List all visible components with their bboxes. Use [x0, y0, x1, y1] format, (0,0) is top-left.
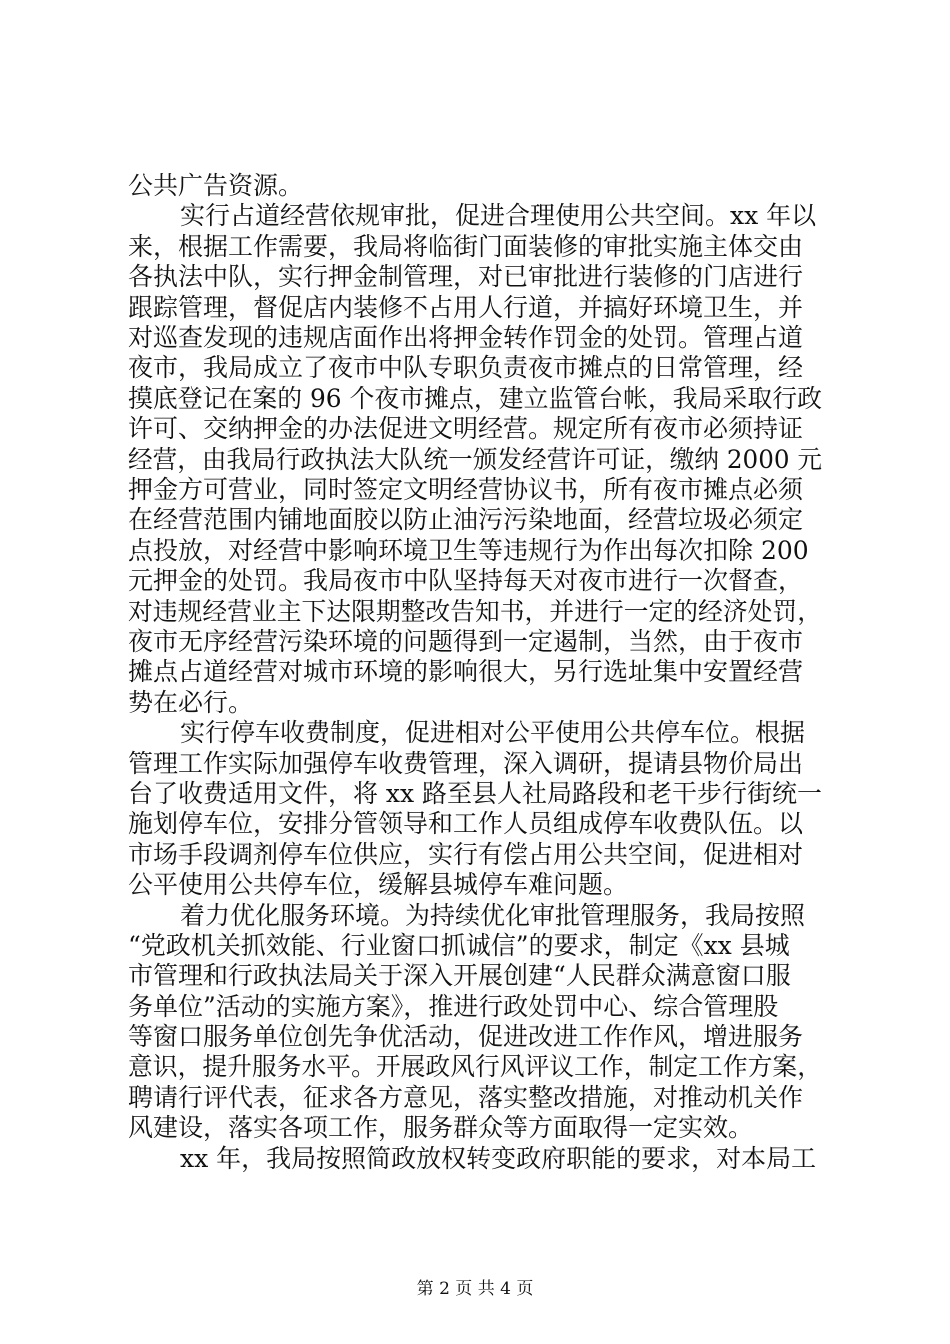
line-text: 元押金的处罚。我局夜市中队坚持每天对夜市进行一次督查，	[128, 566, 804, 596]
line-text: xx 年，我局按照简政放权转变政府职能的要求，对本局工	[180, 1143, 817, 1173]
line-text: 对违规经营业主下达限期整改告知书，并进行一定的经济处罚，	[128, 596, 822, 626]
line-text: 管理工作实际加强停车收费管理，深入调研，提请县物价局出	[128, 748, 804, 778]
line-text: 摊点占道经营对城市环境的影响很大，另行选址集中安置经营	[128, 657, 804, 687]
line-text: 公共广告资源。	[128, 171, 304, 200]
line-text: 点投放，对经营中影响环境卫生等违规行为作出每次扣除 200	[128, 535, 809, 565]
line-text: 对巡查发现的违规店面作出将押金转作罚金的处罚。管理占道	[128, 322, 804, 352]
line-text: 夜市无序经营污染环境的问题得到一定遏制，当然，由于夜市	[128, 626, 804, 656]
line-text: 聘请行评代表，征求各方意见，落实整改措施，对推动机关作	[128, 1082, 804, 1112]
line-text: 各执法中队，实行押金制管理，对已审批进行装修的门店进行	[128, 262, 804, 292]
page-number: 第 2 页 共 4 页	[416, 1279, 534, 1299]
line-text: 经营，由我局行政执法大队统一颁发经营许可证，缴纳 2000 元	[128, 444, 823, 474]
line-text: “党政机关抓效能、行业窗口抓诚信”的要求，制定《xx 县城	[128, 930, 790, 960]
line-text: 势在必行。	[128, 687, 254, 717]
line-text: 市管理和行政执法局关于深入开展创建“人民群众满意窗口服	[128, 961, 791, 991]
line-text: 市场手段调剂停车位供应，实行有偿占用公共空间，促进相对	[128, 839, 804, 869]
line-text: 来，根据工作需要，我局将临街门面装修的审批实施主体交由	[128, 231, 804, 261]
page-footer	[0, 1278, 950, 1300]
line-text: 许可、交纳押金的办法促进文明经营。规定所有夜市必须持证	[128, 414, 804, 444]
line-text: 着力优化服务环境。为持续优化审批管理服务，我局按照	[180, 900, 806, 930]
line-text: 风建设，落实各项工作，服务群众等方面取得一定实效。	[128, 1113, 754, 1143]
line-text: 意识，提升服务水平。开展政风行风评议工作，制定工作方案，	[128, 1052, 822, 1082]
line-text: 台了收费适用文件，将 xx 路至县人社局路段和老干步行街统一	[128, 778, 822, 808]
line-text: 夜市，我局成立了夜市中队专职负责夜市摊点的日常管理，经	[128, 353, 804, 383]
line-text: 跟踪管理，督促店内装修不占用人行道，并搞好环境卫生，并	[128, 292, 804, 322]
line-text: 在经营范围内铺地面胶以防止油污污染地面，经营垃圾必须定	[128, 505, 804, 535]
line-text: 公平使用公共停车位，缓解县城停车难问题。	[128, 870, 629, 900]
line-text: 务单位”活动的实施方案》，推进行政处罚中心、综合管理股	[128, 991, 779, 1021]
line-text: 施划停车位，安排分管领导和工作人员组成停车收费队伍。以	[128, 809, 804, 839]
line-text: 实行停车收费制度，促进相对公平使用公共停车位。根据	[180, 718, 806, 748]
line-text: 等窗口服务单位创先争优活动，促进改进工作作风，增进服务	[128, 1022, 804, 1052]
line-text: 押金方可营业，同时签定文明经营协议书，所有夜市摊点必须	[128, 474, 804, 504]
text-line	[0, 1141, 950, 1177]
line-text: 摸底登记在案的 96 个夜市摊点，建立监管台帐，我局采取行政	[128, 383, 823, 413]
line-text: 实行占道经营依规审批，促进合理使用公共空间。xx 年以	[180, 201, 817, 231]
